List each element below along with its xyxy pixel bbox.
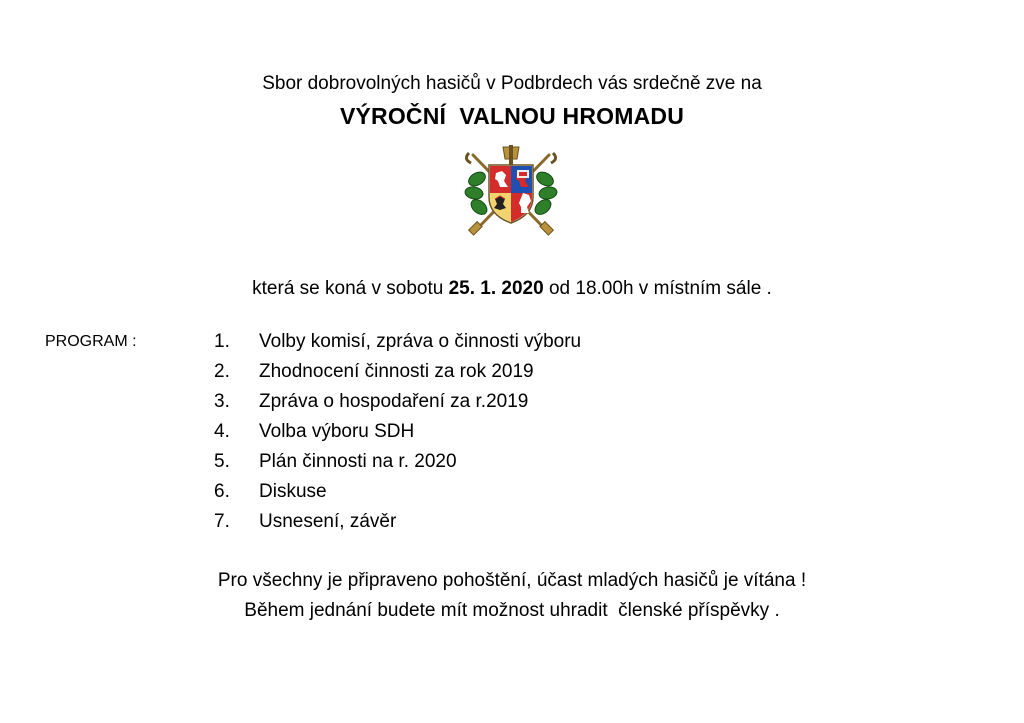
- meeting-info: [0, 278, 1024, 300]
- meeting-date: 25. 1. 2020: [448, 278, 544, 299]
- program-item-number: 1.: [214, 331, 230, 352]
- meeting-suffix: od 18.00h v místním sále .: [543, 278, 772, 299]
- meeting-prefix: která se koná v sobotu: [252, 278, 449, 299]
- program-item-number: 6.: [214, 481, 230, 502]
- program-item-number: 4.: [214, 421, 230, 442]
- program-item-number: 5.: [214, 451, 230, 472]
- program-item: [214, 417, 581, 447]
- program-item: [214, 387, 581, 417]
- program-item-text: Plán činnosti na r. 2020: [259, 451, 457, 472]
- program-item: [214, 327, 581, 357]
- program-item-text: Usnesení, závěr: [259, 511, 397, 532]
- program-item: [214, 477, 581, 507]
- program-list: [214, 327, 581, 537]
- program-item-number: 2.: [214, 361, 230, 382]
- program-item-text: Diskuse: [259, 481, 327, 502]
- program-item: [214, 507, 581, 537]
- closing-line-refreshments: Pro všechny je připraveno pohoštění, účast mladých hasičů je vítána !: [217, 570, 807, 591]
- invitation-intro: Sbor dobrovolných hasičů v Podbrdech vás srdečně zve na: [262, 73, 762, 94]
- program-item-text: Volby komisí, zpráva o činnosti výboru: [259, 331, 582, 352]
- program-item-text: Zpráva o hospodaření za r.2019: [259, 391, 529, 412]
- firefighter-emblem-icon: [459, 143, 563, 238]
- closing-line-fees: Během jednání budete mít možnost uhradit členské příspěvky .: [244, 600, 780, 621]
- program-label: PROGRAM :: [45, 333, 137, 350]
- program-item-number: 7.: [214, 511, 230, 532]
- program-item: [214, 447, 581, 477]
- program-item: [214, 357, 581, 387]
- closing-notes: [0, 566, 1024, 626]
- program-item-text: Zhodnocení činnosti za rok 2019: [259, 361, 534, 382]
- invitation-title: VÝROČNÍ VALNOU HROMADU: [339, 103, 685, 129]
- program-item-number: 3.: [214, 391, 230, 412]
- program-item-text: Volba výboru SDH: [259, 421, 415, 442]
